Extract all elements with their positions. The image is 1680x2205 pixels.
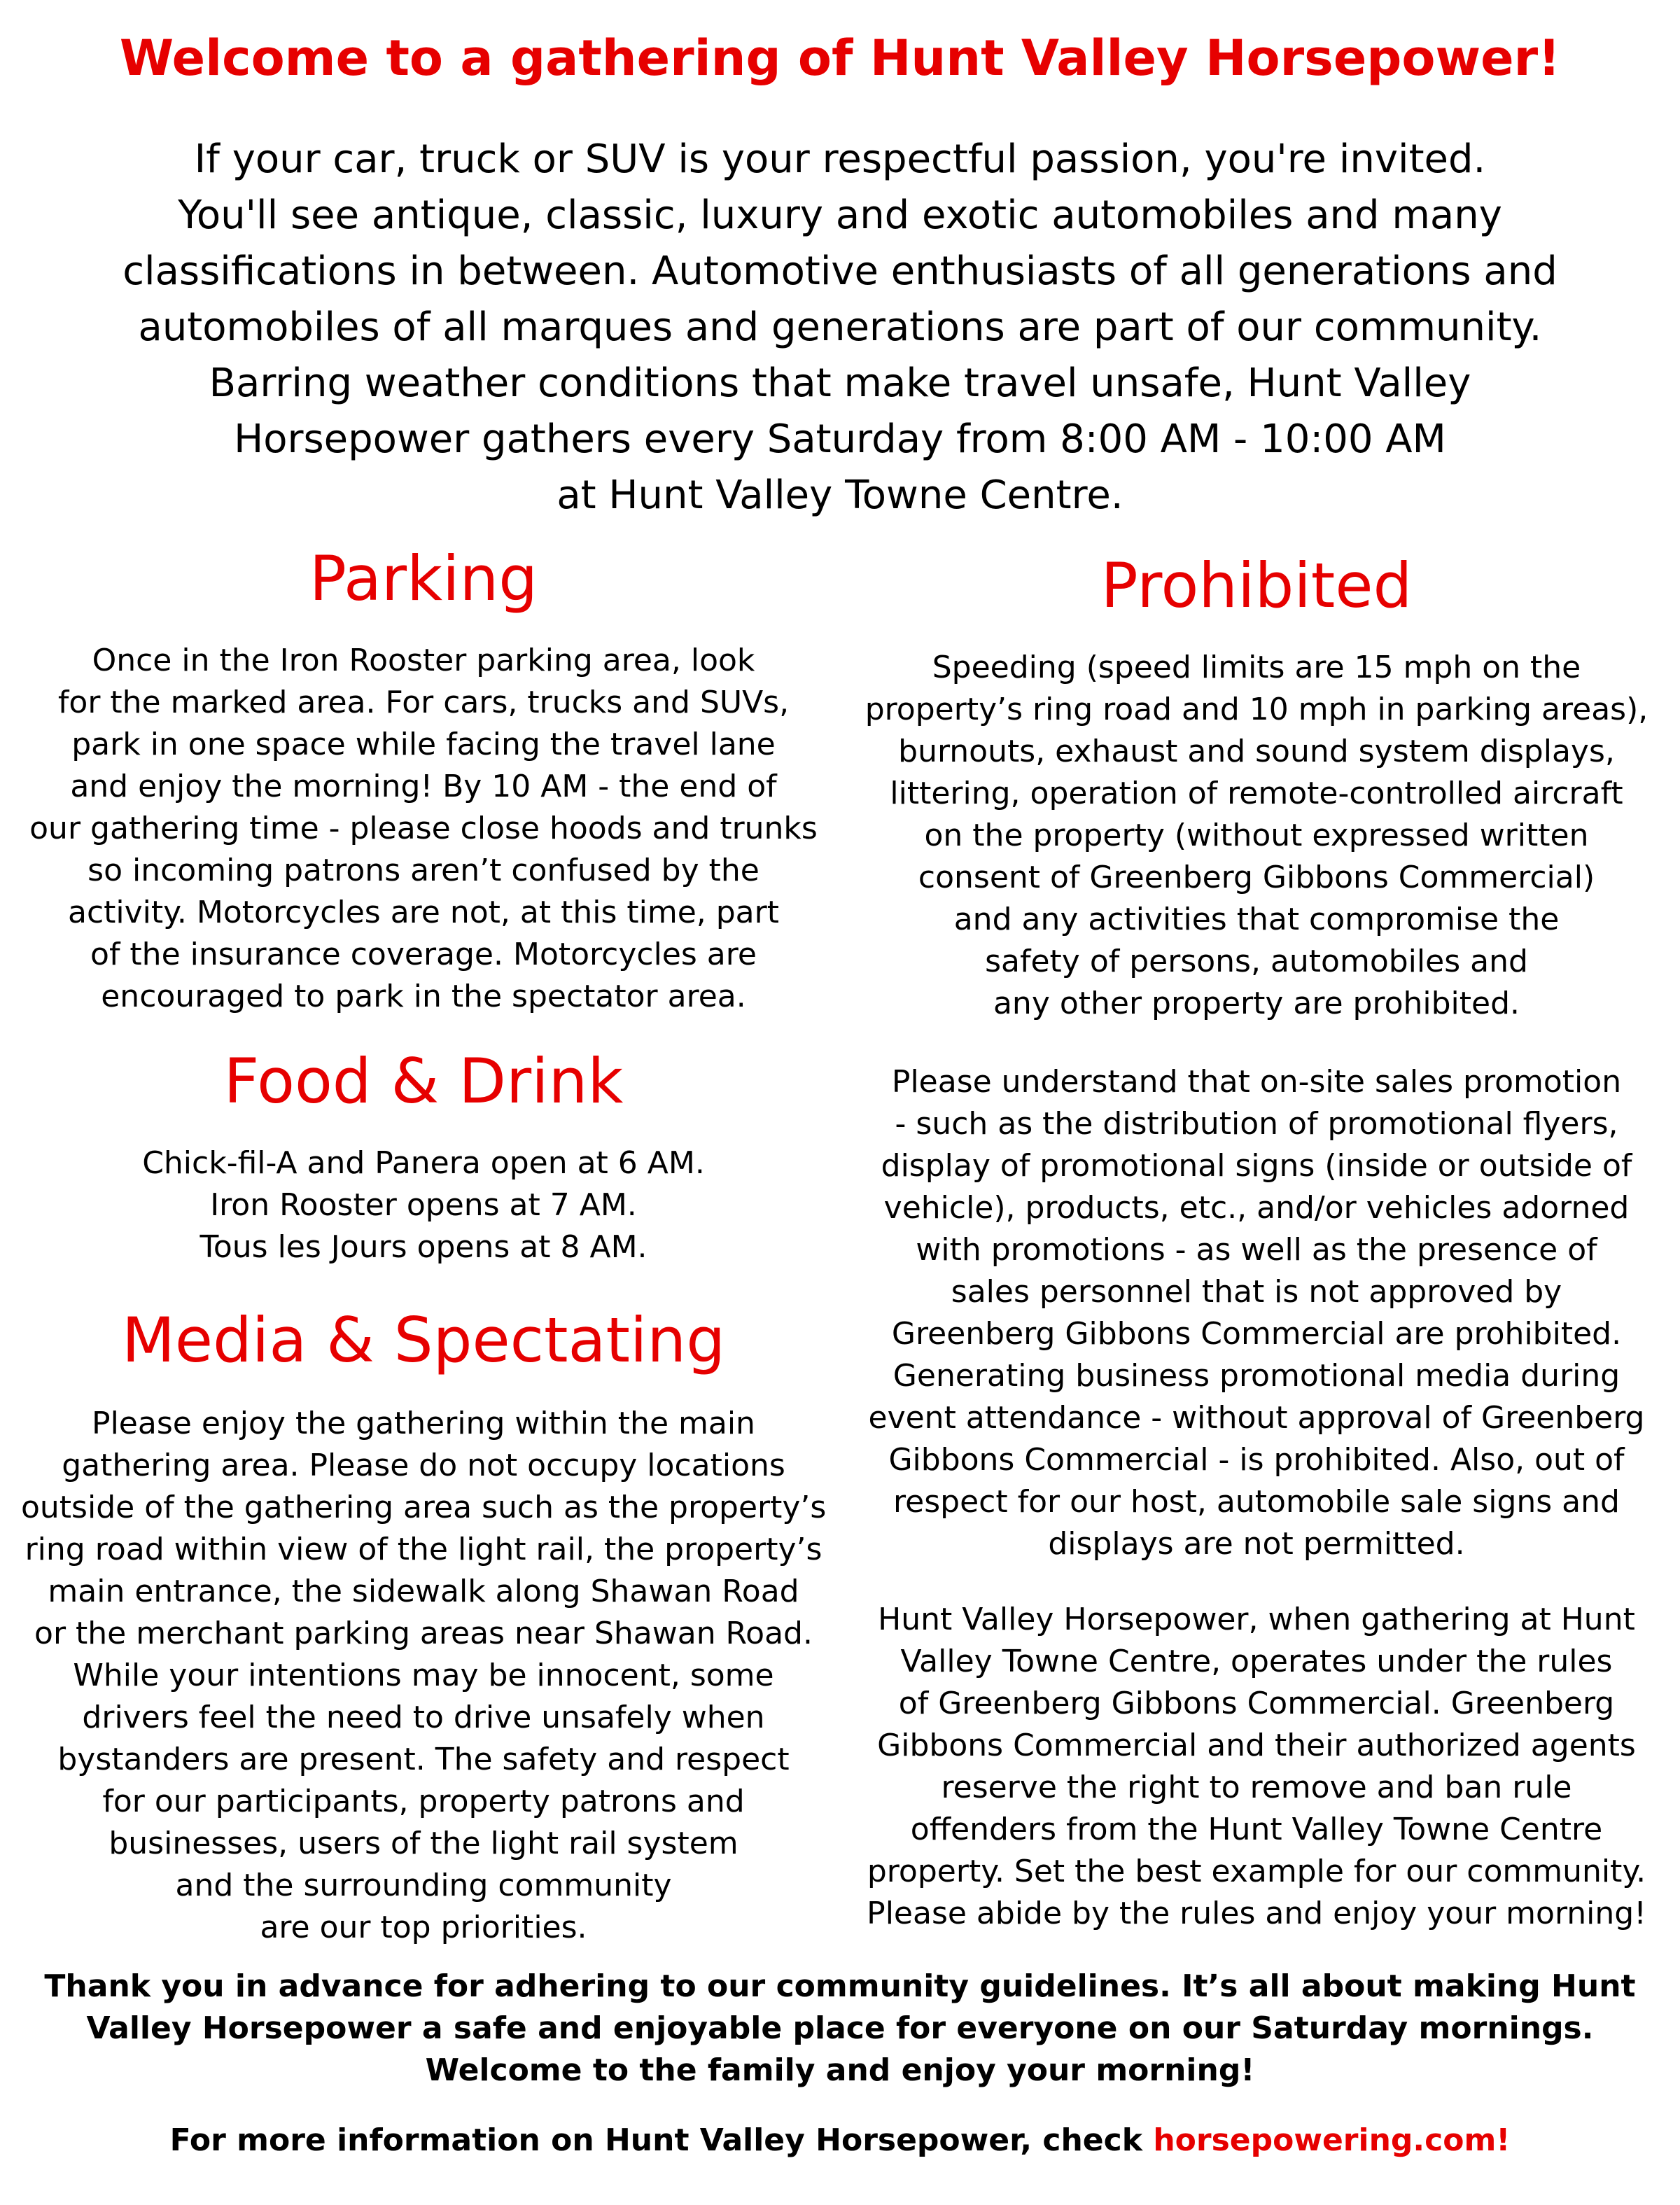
closing-message (0, 1966, 1680, 2092)
parking-line: so incoming patrons aren’t confused by the (88, 853, 760, 888)
media-line: ring road within view of the light rail, the property’s (24, 1532, 822, 1567)
prohibited-line: reserve the right to remove and ban rule (941, 1770, 1572, 1805)
parking-line: of the insurance coverage. Motorcycles are (90, 937, 757, 972)
media-line: businesses, users of the light rail system (108, 1826, 738, 1861)
intro-line: If your car, truck or SUV is your respectful passion, you're invited. (194, 136, 1486, 182)
intro-paragraph (42, 132, 1638, 524)
parking-line: and enjoy the morning! By 10 AM - the end of (70, 769, 777, 804)
food-line: Chick-fil-A and Panera open at 6 AM. (142, 1145, 705, 1181)
parking-line: encouraged to park in the spectator area. (101, 979, 746, 1014)
media-line: bystanders are present. The safety and respect (57, 1742, 790, 1777)
prohibited-line: display of promotional signs (inside or outside of (881, 1148, 1632, 1184)
prohibited-line: safety of persons, automobiles and (985, 944, 1528, 979)
prohibited-line: displays are not permitted. (1048, 1526, 1465, 1562)
closing-line: Thank you in advance for adhering to our community guidelines. It’s all about making Hunt (44, 1968, 1636, 2004)
media-line: While your intentions may be innocent, some (73, 1658, 774, 1693)
more-info-text: For more information on Hunt Valley Horsepower, check (169, 2122, 1154, 2158)
prohibited-line: Hunt Valley Horsepower, when gathering at Hunt (878, 1602, 1635, 1637)
media-line: and the surrounding community (175, 1868, 672, 1903)
parking-line: activity. Motorcycles are not, at this time, part (68, 895, 779, 930)
prohibited-line: burnouts, exhaust and sound system displays, (898, 734, 1615, 769)
intro-line: Barring weather conditions that make travel unsafe, Hunt Valley (209, 360, 1471, 406)
prohibited-line: littering, operation of remote-controlled aircraft (890, 776, 1623, 811)
parking-line: for the marked area. For cars, trucks and SUVs, (57, 685, 790, 720)
food-drink-heading: Food & Drink (223, 1045, 624, 1117)
prohibited-line: vehicle), products, etc., and/or vehicles adorned (883, 1190, 1630, 1226)
page-title: Welcome to a gathering of Hunt Valley Horsepower! (119, 29, 1561, 87)
media-line: are our top priorities. (260, 1910, 587, 1945)
more-info-line (0, 2120, 1680, 2162)
intro-line: You'll see antique, classic, luxury and exotic automobiles and many (178, 192, 1502, 238)
parking-line: our gathering time - please close hoods and trunks (29, 811, 818, 846)
prohibited-line: Please understand that on-site sales promotion (891, 1064, 1622, 1100)
prohibited-line: Valley Towne Centre, operates under the rules (900, 1644, 1613, 1679)
prohibited-line: and any activities that compromise the (953, 902, 1560, 937)
prohibited-line: Please abide by the rules and enjoy your morning! (867, 1896, 1646, 1931)
media-line: drivers feel the need to drive unsafely when (82, 1700, 765, 1735)
food-line: Tous les Jours opens at 8 AM. (200, 1229, 648, 1265)
intro-line: Horsepower gathers every Saturday from 8:00 AM - 10:00 AM (234, 416, 1446, 462)
prohibited-paragraph-1 (840, 647, 1673, 1025)
parking-line: park in one space while facing the travel lane (71, 727, 776, 762)
closing-line: Welcome to the family and enjoy your morning! (425, 2052, 1255, 2088)
parking-heading: Parking (309, 542, 538, 615)
prohibited-line: any other property are prohibited. (993, 986, 1520, 1021)
prohibited-line: property. Set the best example for our community. (867, 1854, 1646, 1889)
media-line: Please enjoy the gathering within the main (92, 1406, 755, 1441)
prohibited-line: event attendance - without approval of Greenberg (868, 1400, 1645, 1436)
prohibited-line: Gibbons Commercial and their authorized agents (877, 1728, 1636, 1763)
prohibited-line: respect for our host, automobile sale signs and (893, 1484, 1620, 1520)
prohibited-line: Greenberg Gibbons Commercial are prohibited. (891, 1316, 1622, 1352)
prohibited-line: on the property (without expressed written (924, 818, 1589, 853)
prohibited-line: offenders from the Hunt Valley Towne Centre (910, 1812, 1603, 1847)
media-line: gathering area. Please do not occupy locations (62, 1448, 785, 1483)
intro-line: automobiles of all marques and generations are part of our community. (138, 304, 1542, 350)
intro-line: classifications in between. Automotive enthusiasts of all generations and (122, 248, 1558, 294)
prohibited-line: sales personnel that is not approved by (951, 1274, 1562, 1310)
food-drink-section (21, 1142, 826, 1268)
website-link[interactable]: horsepowering.com! (1153, 2122, 1511, 2158)
prohibited-line: consent of Greenberg Gibbons Commercial) (918, 860, 1595, 895)
parking-section (21, 640, 826, 1018)
prohibited-line: - such as the distribution of promotional flyers, (895, 1106, 1618, 1142)
prohibited-paragraph-2 (840, 1061, 1673, 1565)
prohibited-line: Gibbons Commercial - is prohibited. Also, out of (888, 1442, 1625, 1478)
food-line: Iron Rooster opens at 7 AM. (210, 1187, 637, 1223)
media-spectating-heading: Media & Spectating (121, 1304, 726, 1376)
media-line: or the merchant parking areas near Shawan Road. (34, 1616, 813, 1651)
prohibited-line: of Greenberg Gibbons Commercial. Greenberg (898, 1686, 1615, 1721)
prohibited-heading: Prohibited (1100, 550, 1413, 622)
prohibited-line: property’s ring road and 10 mph in parking areas), (864, 692, 1648, 727)
prohibited-paragraph-3 (840, 1599, 1673, 1935)
prohibited-line: Generating business promotional media during (892, 1358, 1620, 1394)
media-line: main entrance, the sidewalk along Shawan Road (48, 1574, 799, 1609)
media-line: outside of the gathering area such as the property’s (21, 1490, 827, 1525)
media-line: for our participants, property patrons and (102, 1784, 745, 1819)
parking-line: Once in the Iron Rooster parking area, look (92, 643, 755, 678)
closing-line: Valley Horsepower a safe and enjoyable place for everyone on our Saturday mornings. (86, 2010, 1594, 2046)
media-spectating-section (21, 1403, 826, 1949)
prohibited-line: Speeding (speed limits are 15 mph on the (932, 650, 1581, 685)
prohibited-line: with promotions - as well as the presence of (916, 1232, 1597, 1268)
intro-line: at Hunt Valley Towne Centre. (556, 472, 1124, 518)
